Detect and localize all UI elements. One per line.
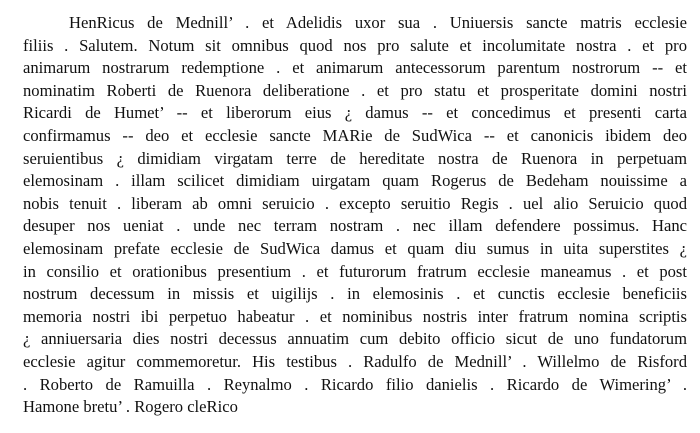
text-line-11: elemosinam prefate ecclesie de SudWica damus et quam diu sumus in uita superstites ¿ [23, 238, 687, 258]
text-line-16: ecclesie agitur commemoretur. His testibus . Radulfo de Mednill’ . Willelmo de Risford [23, 351, 687, 371]
text-line-3: animarum nostrarum redemptione . et animarum antecessorum parentum nostrorum -- et [23, 58, 687, 78]
text-line-2: filiis . Salutem. Notum sit omnibus quod nos pro salute et incolumitate nostra . et pro [23, 35, 687, 55]
text-line-18: Hamone bretu’ . Rogero cleRico [23, 397, 238, 417]
text-line-5: Ricardi de Humet’ -- et liberorum eius ¿ damus -- et concedimus et presenti carta [23, 103, 687, 123]
text-line-9: nobis tenuit . liberam ab omni seruicio . excepto seruitio Regis . uel alio Seruicio quod [23, 193, 687, 213]
text-line-1: HenRicus de Mednill’ . et Adelidis uxor sua . Uniuersis sancte matris ecclesie [69, 13, 687, 32]
text-line-10: desuper nos ueniat . unde nec terram nostram . nec illam defendere possimus. Hanc [23, 216, 687, 236]
text-line-13: nostrum decessum in missis et uigilijs . in elemosinis . et cunctis ecclesie beneficiis [23, 284, 687, 304]
text-line-15: ¿ anniuersaria dies nostri decessus annuatim cum debito officio sicut de uno fundatorum [23, 329, 687, 349]
text-line-6: confirmamus -- deo et ecclesie sancte MARie de SudWica -- et canonicis ibidem deo [23, 125, 687, 145]
text-line-14: memoria nostri ibi perpetuo habeatur . et nominibus nostris inter fratrum nomina scriptis [23, 306, 687, 326]
text-line-8: elemosinam . illam scilicet dimidiam uirgatam quam Rogerus de Bedeham nouissime a [23, 171, 687, 191]
text-line-4: nominatim Roberti de Ruenora deliberatione . et pro statu et prosperitate domini nostri [23, 80, 687, 100]
text-line-12: in consilio et orationibus presentium . et futurorum fratrum ecclesie maneamus . et post [23, 261, 687, 281]
text-line-17: . Roberto de Ramuilla . Reynalmo . Ricardo filio danielis . Ricardo de Wimering’ . [23, 374, 687, 394]
text-line-7: seruientibus ¿ dimidiam virgatam terre de hereditate nostra de Ruenora in perpetuam [23, 148, 687, 168]
charter-text [23, 12, 687, 419]
